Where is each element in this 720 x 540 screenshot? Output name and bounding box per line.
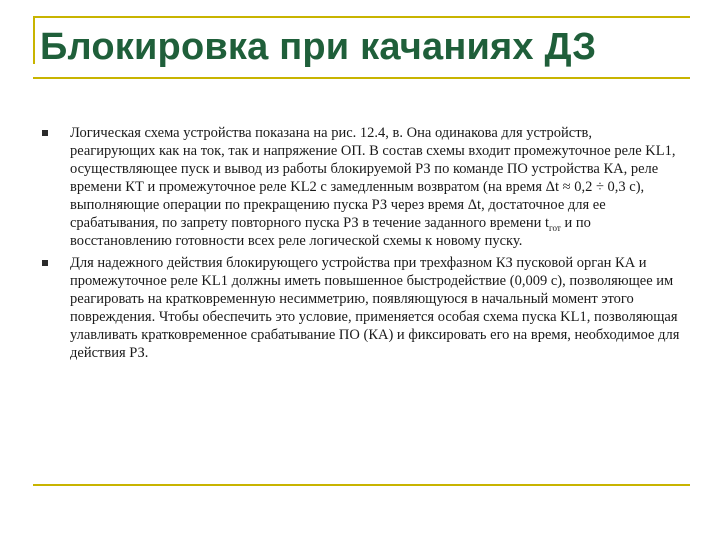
bullet-text-part: Логическая схема устройства показана на рис. 12.4, в. Она одинакова для устройств, реагирующих как на ток, так и напряжение ОП. В состав схемы входит промежуточное реле KL1, осуществляющее пуск и вывод из работы блокируемой РЗ по команде ПО устройства КА, реле времени КТ и промежуточное реле KL2 с замедленным возвратом (на время Δt ≈ 0,2 ÷ 0,3 с), выполняющие операции по прекращению пуска РЗ через время Δt, достаточное для ее срабатывания, по запрету повторного пуска РЗ в течение заданного времени t	[70, 125, 676, 231]
title-underline	[33, 77, 690, 79]
bullet-item	[40, 254, 680, 362]
bullet-item	[40, 124, 680, 250]
bullet-text: Для надежного действия блокирующего устройства при трехфазном КЗ пусковой орган КА и промежуточное реле KL1 должны иметь повышенное быстродействие (0,009 с), позволяющее им реагировать на кратковременную несимметрию, появляющуюся в начальный момент этого повреждения. Чтобы обеспечить это условие, применяется особая схема пуска KL1, позволяющая улавливать кратковременное срабатывание ПО (КА) и фиксировать его на время, необходимое для действия РЗ.	[70, 255, 680, 361]
slide-title: Блокировка при качаниях ДЗ	[40, 26, 597, 68]
bottom-rule	[33, 484, 690, 486]
bullet-list	[40, 124, 680, 362]
bullet-text-part: и по восстановлению готовности всех реле логической схемы к новому пуску.	[70, 215, 591, 249]
top-left-rule-vertical	[33, 16, 35, 64]
subscript: гот	[549, 222, 561, 233]
square-bullet-icon	[42, 260, 48, 266]
top-rule	[33, 16, 690, 18]
square-bullet-icon	[42, 130, 48, 136]
